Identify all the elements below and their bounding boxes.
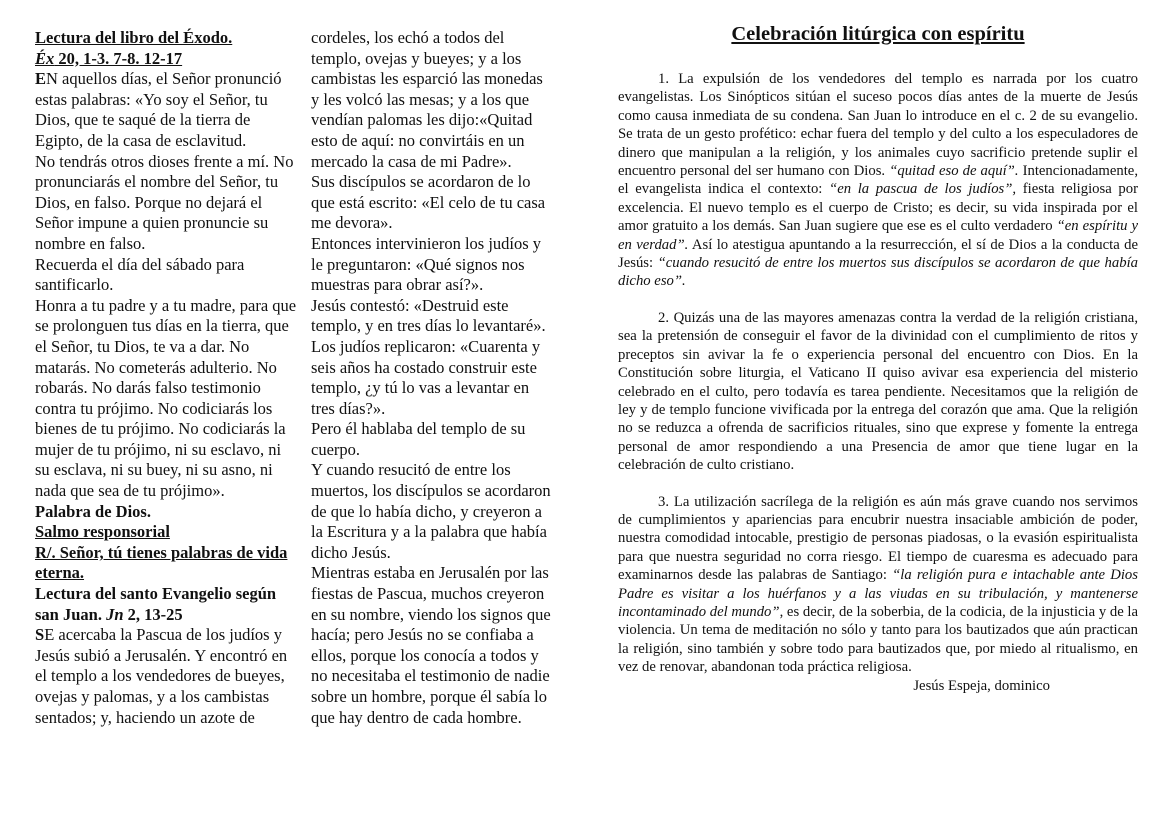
p1-text-a: 1. La expulsión de los vendedores del templo es narrada por los cuatro evangelistas. Los Sinópticos sitúan el suceso pocos días antes de la muerte de Jesús como causa inmediata de su condena. San Juan lo introduce en el c. 2 de su evangelio. Se trata de un gesto profético: echar fuera del templo y del culto a los especuladores de dinero que manipulan a la religión, y los animales cuyo sacrificio pretende suplir el encuentro personal del ser humano con Dios. <box>618 71 1138 180</box>
gospel-paragraph-1: cordeles, los echó a todos del templo, ovejas y bueyes; y a los cambistas les esparció las monedas y les volcó las mesas; y a los que vendían palomas les dijo:«Quitad esto de aquí: no convirtáis en un mercado la casa de mi Padre». <box>311 28 543 171</box>
p1-quote-3: “en espíritu y en verdad”. <box>618 218 1138 253</box>
p1-text-b: Intencionadamente, el evangelista indica el contexto: <box>618 163 1138 198</box>
psalm-response: R/. Señor, tú tienes palabras de vida eterna. <box>35 542 288 583</box>
p1-quote-1: “quitad eso de aquí”. <box>889 163 1019 180</box>
gospel-paragraph-8: Mientras estaba en Jerusalén por las fiestas de Pascua, muchos creyeron en su nombre, viendo los signos que hacía; pero Jesús no se confiaba a ellos, porque los conocía a todos y no necesitaba el testimonio de nadie sobre un hombre, porque él sabía lo que hay dentro de cada hombre. <box>311 563 551 727</box>
right-page-commentary <box>618 22 1138 709</box>
p3-quote: “la religión pura e intachable ante Dios Padre es visitar a los huérfanos y a las viudas en su tribulación, y mantenerse incontaminado del mundo” <box>618 567 1138 620</box>
p1-quote-4: “cuando resucitó de entre los muertos sus discípulos se acordaron de que había dicho eso”. <box>618 255 1138 290</box>
gospel-ref-book: Jn <box>106 604 124 624</box>
commentary-paragraph-3 <box>618 493 1138 677</box>
reading1-paragraph-3: Recuerda el día del sábado para santificarlo. <box>35 254 245 295</box>
commentary-paragraph-2: 2. Quizás una de las mayores amenazas contra la verdad de la religión cristiana, sea la pretensión de conseguir el favor de la divinidad con el cumplimiento de ritos y preceptos sin avivar la fe o experiencia personal del encuentro con Dios. En la Constitución sobre liturgia, el Vaticano II quiso avivar esa experiencia del misterio celebrado en el culto, pero todavía es tarea pendiente. Necesitamos que la religión de ley y de templo funcione vivificada por la entrega del corazón que ama. Que la religión no se reduzca a ofrenda de sacrificios rituales, sino que exprese y fomente la entrega personal de amor respondiendo a una Presencia de amor que tiene lugar en la celebración de culto cristiano. <box>618 309 1138 474</box>
gospel-text <box>35 625 297 728</box>
p3-text-a: 3. La utilización sacrílega de la religión es aún más grave cuando nos servimos de cumplimientos y apariencias para encubrir nuestra insaciable ambición de poder, nuestra comodidad intocable, prestigio de personas piadosas, o la evasión espiritualista para que nuestra seguridad no corra riesgo. El tiempo de cuaresma es adecuado para examinarnos desde las palabras de Santiago: <box>618 493 1138 584</box>
page-title: Celebración litúrgica con espíritu <box>731 23 1025 45</box>
reading1-ref-book: Éx <box>35 48 55 68</box>
reading1-heading: Lectura del libro del Éxodo. <box>35 28 233 47</box>
gospel-ref-verses: 2, 13-25 <box>123 604 183 624</box>
reading1-text <box>35 69 297 151</box>
p3-text-b: , es decir, de la soberbia, de la codicia, de la injusticia y de la violencia. Un tema de meditación no sólo y tanto para los bautizados que aún practican la religión, sino también y sobre todo para bautizados que, por miedo al ritualismo, en vez de renovar, abandonan toda práctica religiosa. <box>618 603 1138 676</box>
reading1-dropcap: E <box>35 69 47 89</box>
author-signature: Jesús Espeja, dominico <box>913 677 1050 694</box>
left-column-readings <box>35 28 297 728</box>
psalm-heading: Salmo responsorial <box>35 522 170 542</box>
p1-text-c: fiesta religiosa por excelencia. El nuevo templo es el cuerpo de Cristo; es decir, su vida inspirada por el amor gratuito a los demás. San Juan sugiere que ese es el culto verdadero <box>618 181 1138 235</box>
middle-column-gospel <box>311 28 554 728</box>
gospel-paragraph-3: Entonces intervinieron los judíos y le preguntaron: «Qué signos nos muestras para obrar así?». <box>311 233 542 295</box>
gospel-body: E acercaba la Pascua de los judíos y Jesús subió a Jerusalén. Y encontró en el templo a los vendedores de bueyes, ovejas y palomas, y a los cambistas sentados; y, haciendo un azote de <box>35 625 288 727</box>
gospel-paragraph-2: Sus discípulos se acordaron de lo que está escrito: «El celo de tu casa me devora». <box>311 172 546 233</box>
reading1-reference <box>35 49 297 70</box>
gospel-dropcap: S <box>35 625 45 645</box>
gospel-heading-text: Lectura del santo Evangelio según san Juan. <box>35 584 277 624</box>
commentary-paragraph-1 <box>618 70 1138 291</box>
gospel-paragraph-6: Pero él hablaba del templo de su cuerpo. <box>311 419 526 459</box>
reading1-body: N aquellos días, el Señor pronunció estas palabras: «Yo soy el Señor, tu Dios, que te saqué de la tierra de Egipto, de la casa de esclavitud. <box>35 69 282 150</box>
p1-text-d: Así lo atestigua apuntando a la resurrección, el sí de Dios a la conducta de Jesús: <box>618 236 1138 272</box>
gospel-heading <box>35 584 297 625</box>
gospel-paragraph-5: Los judíos replicaron: «Cuarenta y seis años ha costado construir este templo, ¿y tú lo vas a levantar en tres días?». <box>311 336 541 418</box>
reading1-paragraph-2: No tendrás otros dioses frente a mí. No pronunciarás el nombre del Señor, tu Dios, en falso. Porque no dejará el Señor impune a quien pronuncie su nombre en falso. <box>35 151 294 253</box>
gospel-paragraph-7: Y cuando resucitó de entre los muertos, los discípulos se acordaron de que lo había dicho, y creyeron a la Escritura y a la palabra que había dicho Jesús. <box>311 460 551 562</box>
reading1-paragraph-4: Honra a tu padre y a tu madre, para que se prolonguen tus días en la tierra, que el Señor, tu Dios, te va a dar. No matarás. No cometerás adulterio. No robarás. No darás falso testimonio contra tu prójimo. No codiciarás los bienes de tu prójimo. No codiciarás la mujer de tu prójimo, ni su esclavo, ni su esclava, ni su buey, ni su asno, ni nada que sea de tu prójimo». <box>35 295 297 501</box>
reading1-ref-verses: 20, 1-3. 7-8. 12-17 <box>54 48 183 68</box>
word-of-god: Palabra de Dios. <box>35 501 151 521</box>
gospel-paragraph-4: Jesús contestó: «Destruid este templo, y en tres días lo levantaré». <box>311 295 546 336</box>
p1-quote-2: “en la pascua de los judíos”, <box>829 181 1017 198</box>
